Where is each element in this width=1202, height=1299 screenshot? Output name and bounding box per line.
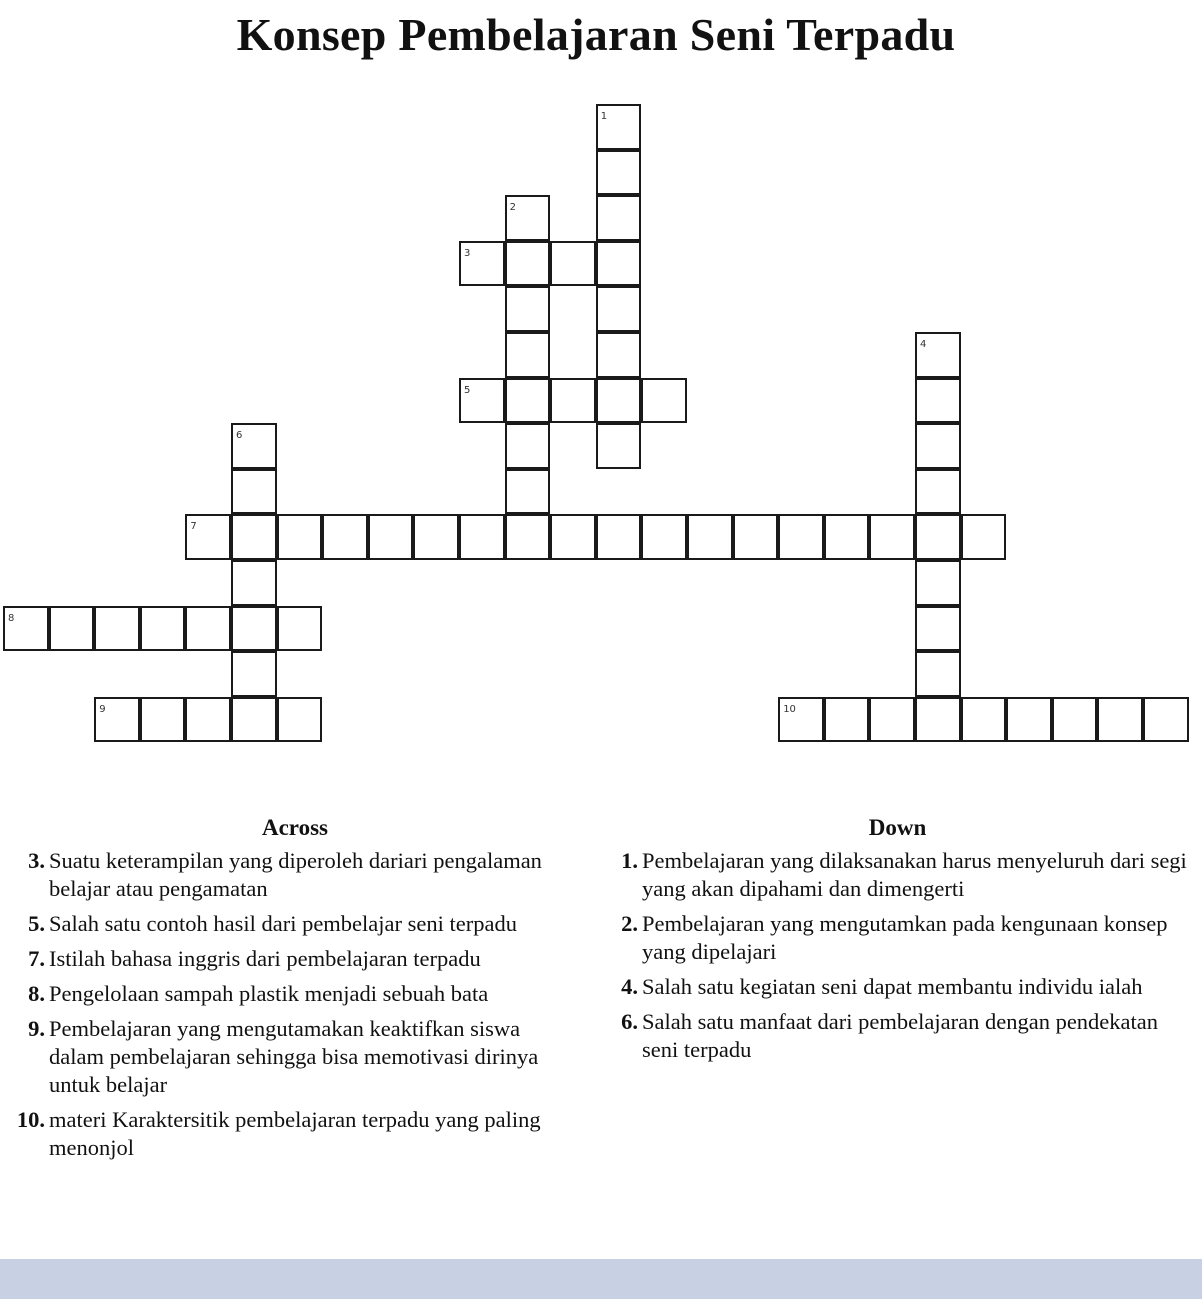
crossword-cell[interactable] bbox=[231, 606, 277, 652]
crossword-cell[interactable] bbox=[505, 332, 551, 378]
crossword-cell[interactable] bbox=[368, 514, 414, 560]
clue-down-4 bbox=[600, 973, 1190, 1001]
crossword-cell[interactable] bbox=[49, 606, 95, 652]
crossword-cell[interactable] bbox=[778, 514, 824, 560]
crossword-cell[interactable] bbox=[824, 514, 870, 560]
crossword-cell[interactable] bbox=[505, 514, 551, 560]
clue-text: Salah satu kegiatan seni dapat membantu individu ialah bbox=[642, 974, 1143, 999]
clue-number: 10. bbox=[16, 1107, 45, 1132]
crossword-cell[interactable] bbox=[961, 697, 1007, 743]
crossword-cell[interactable] bbox=[915, 514, 961, 560]
crossword-cell[interactable] bbox=[596, 332, 642, 378]
clue-down-6 bbox=[600, 1008, 1190, 1064]
crossword-cell[interactable] bbox=[140, 697, 186, 743]
cell-number: 10 bbox=[783, 703, 796, 715]
cell-number: 5 bbox=[464, 384, 471, 396]
crossword-cell[interactable] bbox=[596, 378, 642, 424]
crossword-cell[interactable] bbox=[596, 241, 642, 287]
crossword-cell[interactable] bbox=[915, 423, 961, 469]
crossword-cell[interactable] bbox=[596, 423, 642, 469]
crossword-cell[interactable] bbox=[231, 560, 277, 606]
clue-across-7 bbox=[0, 945, 580, 973]
crossword-cell[interactable] bbox=[140, 606, 186, 652]
crossword-cell[interactable] bbox=[824, 697, 870, 743]
clue-text: Pembelajaran yang mengutamkan pada kengunaan konsep yang dipelajari bbox=[642, 911, 1168, 964]
crossword-cell[interactable] bbox=[277, 606, 323, 652]
crossword-cell[interactable] bbox=[185, 606, 231, 652]
crossword-cell[interactable] bbox=[915, 697, 961, 743]
crossword-cell[interactable] bbox=[459, 514, 505, 560]
crossword-cell[interactable] bbox=[1097, 697, 1143, 743]
crossword-cell[interactable] bbox=[505, 286, 551, 332]
across-clues bbox=[0, 815, 580, 1169]
crossword-cell[interactable] bbox=[915, 332, 961, 378]
clue-across-9 bbox=[0, 1015, 580, 1099]
crossword-cell[interactable] bbox=[687, 514, 733, 560]
crossword-cell[interactable] bbox=[505, 378, 551, 424]
clue-number: 8. bbox=[28, 981, 45, 1006]
crossword-cell[interactable] bbox=[1052, 697, 1098, 743]
crossword-cell[interactable] bbox=[505, 423, 551, 469]
crossword-cell[interactable] bbox=[505, 241, 551, 287]
cell-number: 3 bbox=[464, 247, 471, 259]
crossword-cell[interactable] bbox=[3, 606, 49, 652]
crossword-cell[interactable] bbox=[459, 241, 505, 287]
crossword-cell[interactable] bbox=[641, 514, 687, 560]
clue-number: 5. bbox=[28, 911, 45, 936]
clue-across-8 bbox=[0, 980, 580, 1008]
clue-across-3 bbox=[0, 847, 580, 903]
clue-text: Pengelolaan sampah plastik menjadi sebuah bata bbox=[49, 981, 489, 1006]
down-heading: Down bbox=[868, 815, 927, 840]
crossword-cell[interactable] bbox=[277, 697, 323, 743]
clue-text: Istilah bahasa inggris dari pembelajaran terpadu bbox=[49, 946, 481, 971]
crossword-cell[interactable] bbox=[231, 423, 277, 469]
clue-text: materi Karaktersitik pembelajaran terpadu yang paling menonjol bbox=[49, 1107, 541, 1160]
cell-number: 7 bbox=[190, 521, 197, 533]
crossword-cell[interactable] bbox=[596, 150, 642, 196]
clue-number: 6. bbox=[621, 1009, 638, 1034]
crossword-cell[interactable] bbox=[413, 514, 459, 560]
clue-text: Pembelajaran yang mengutamakan keaktifkan siswa dalam pembelajaran sehingga bisa memotivasi dirinya untuk belajar bbox=[49, 1016, 539, 1097]
crossword-cell[interactable] bbox=[915, 560, 961, 606]
clue-text: Salah satu manfaat dari pembelajaran dengan pendekatan seni terpadu bbox=[642, 1009, 1159, 1062]
page-title: Konsep Pembelajaran Seni Terpadu bbox=[236, 9, 956, 60]
footer-band bbox=[0, 1259, 1202, 1299]
clue-down-1 bbox=[600, 847, 1190, 903]
cell-number: 8 bbox=[8, 612, 15, 624]
crossword-cell[interactable] bbox=[505, 469, 551, 515]
clue-number: 1. bbox=[621, 848, 638, 873]
crossword-cell[interactable] bbox=[733, 514, 779, 560]
crossword-cell[interactable] bbox=[596, 514, 642, 560]
crossword-cell[interactable] bbox=[1006, 697, 1052, 743]
clue-text: Pembelajaran yang dilaksanakan harus menyeluruh dari segi yang akan dipahami dan dimengerti bbox=[642, 848, 1187, 901]
cell-number: 6 bbox=[236, 430, 243, 442]
crossword-cell[interactable] bbox=[94, 697, 140, 743]
crossword-cell[interactable] bbox=[778, 697, 824, 743]
crossword-cell[interactable] bbox=[231, 469, 277, 515]
clue-number: 9. bbox=[28, 1016, 45, 1041]
crossword-cell[interactable] bbox=[869, 697, 915, 743]
crossword-cell[interactable] bbox=[459, 378, 505, 424]
crossword-cell[interactable] bbox=[596, 104, 642, 150]
crossword-cell[interactable] bbox=[550, 241, 596, 287]
crossword-cell[interactable] bbox=[505, 195, 551, 241]
crossword-cell[interactable] bbox=[596, 195, 642, 241]
cell-number: 1 bbox=[600, 111, 608, 122]
crossword-cell[interactable] bbox=[641, 378, 687, 424]
crossword-cell[interactable] bbox=[869, 514, 915, 560]
crossword-cell[interactable] bbox=[915, 651, 961, 697]
crossword-cell[interactable] bbox=[915, 378, 961, 424]
down-clues bbox=[600, 815, 1190, 1071]
crossword-cell[interactable] bbox=[550, 514, 596, 560]
cell-number: 9 bbox=[99, 703, 106, 715]
clue-number: 2. bbox=[621, 911, 638, 936]
crossword-cell[interactable] bbox=[1143, 697, 1189, 743]
crossword-cell[interactable] bbox=[915, 606, 961, 652]
clue-across-10 bbox=[0, 1106, 580, 1162]
crossword-cell[interactable] bbox=[277, 514, 323, 560]
clue-across-5 bbox=[0, 910, 580, 938]
clue-down-2 bbox=[600, 910, 1190, 966]
crossword-cell[interactable] bbox=[185, 514, 231, 560]
crossword-cell[interactable] bbox=[961, 514, 1007, 560]
cell-number: 2 bbox=[509, 202, 516, 214]
clue-text: Salah satu contoh hasil dari pembelajar seni terpadu bbox=[49, 911, 517, 936]
crossword-cell[interactable] bbox=[915, 469, 961, 515]
clue-text: Suatu keterampilan yang diperoleh dariari pengalaman belajar atau pengamatan bbox=[49, 848, 542, 901]
crossword-cell[interactable] bbox=[231, 697, 277, 743]
crossword-cell[interactable] bbox=[231, 514, 277, 560]
crossword-cell[interactable] bbox=[94, 606, 140, 652]
cell-number: 4 bbox=[920, 339, 927, 350]
across-heading: Across bbox=[261, 815, 328, 840]
clue-number: 4. bbox=[621, 974, 638, 999]
crossword-cell[interactable] bbox=[550, 378, 596, 424]
crossword-cell[interactable] bbox=[231, 651, 277, 697]
crossword-cell[interactable] bbox=[185, 697, 231, 743]
crossword-cell[interactable] bbox=[596, 286, 642, 332]
crossword-cell[interactable] bbox=[322, 514, 368, 560]
clue-number: 3. bbox=[28, 848, 45, 873]
clue-number: 7. bbox=[28, 946, 45, 971]
